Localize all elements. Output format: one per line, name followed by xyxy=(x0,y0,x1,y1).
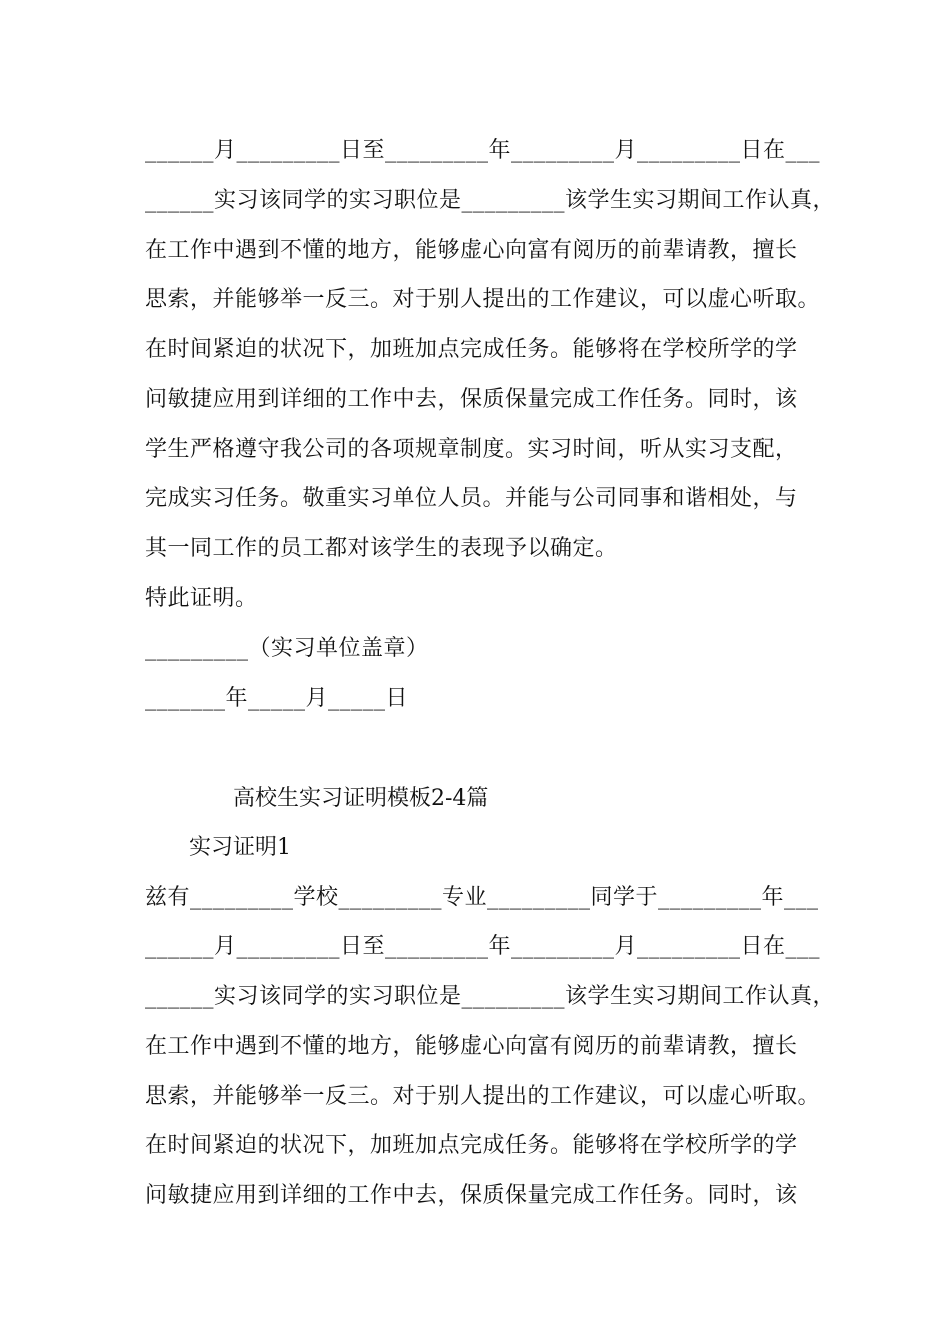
body-line: 在工作中遇到不懂的地方，能够虚心向富有阅历的前辈请教，擅长 xyxy=(145,1034,798,1059)
closing-statement: 特此证明。 xyxy=(145,586,258,611)
body-line: 完成实习任务。敬重实习单位人员。并能与公司同事和谐相处，与 xyxy=(145,486,798,511)
body-line: 问敏捷应用到详细的工作中去，保质保量完成工作任务。同时，该 xyxy=(145,1183,798,1208)
body-line: 学生严格遵守我公司的各项规章制度。实习时间，听从实习支配， xyxy=(145,437,798,462)
body-line: ______月_________日至_________年_________月_________日在___ xyxy=(145,138,821,163)
section-heading: 实习证明1 xyxy=(189,835,291,860)
seal-line: _________（实习单位盖章） xyxy=(145,636,429,661)
body-line: 问敏捷应用到详细的工作中去，保质保量完成工作任务。同时，该 xyxy=(145,387,798,412)
date-line: _______年_____月_____日 xyxy=(145,686,409,711)
body-line: 在时间紧迫的状况下，加班加点完成任务。能够将在学校所学的学 xyxy=(145,337,798,362)
body-line: 思索，并能够举一反三。对于别人提出的工作建议，可以虚心听取。 xyxy=(145,1084,821,1109)
body-line: 其一同工作的员工都对该学生的表现予以确定。 xyxy=(145,536,618,561)
body-line: 思索，并能够举一反三。对于别人提出的工作建议，可以虚心听取。 xyxy=(145,287,821,312)
body-line: 在时间紧迫的状况下，加班加点完成任务。能够将在学校所学的学 xyxy=(145,1133,798,1158)
body-line: ______实习该同学的实习职位是_________该学生实习期间工作认真， xyxy=(145,984,836,1009)
body-line: ______月_________日至_________年_________月_________日在___ xyxy=(145,934,821,959)
body-line: 兹有_________学校_________专业_________同学于_________年___ xyxy=(145,885,819,910)
body-line: ______实习该同学的实习职位是_________该学生实习期间工作认真， xyxy=(145,188,836,213)
body-line: 在工作中遇到不懂的地方，能够虚心向富有阅历的前辈请教，擅长 xyxy=(145,238,798,263)
document-title: 高校生实习证明模板2-4篇 xyxy=(233,786,489,811)
